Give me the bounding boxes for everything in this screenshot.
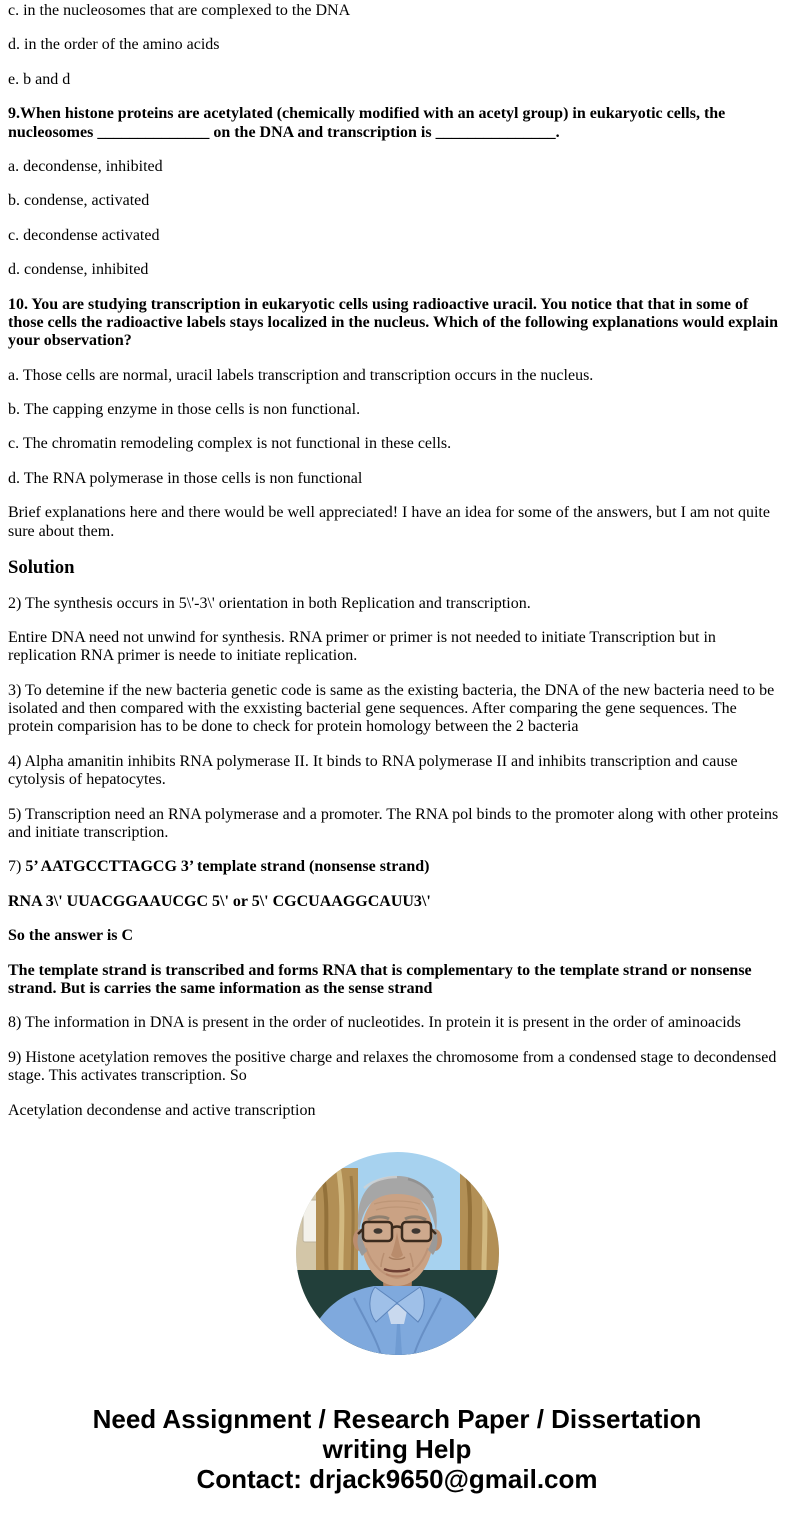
student-note: Brief explanations here and there would be well appreciated! I have an idea for some of the answers, but I am not quite sure about them. (8, 504, 770, 540)
option-line: d. in the order of the amino acids (8, 36, 220, 54)
template-strand-text: 5’ AATGCCTTAGCG 3’ template strand (nonsense strand) (25, 858, 430, 876)
solution-paragraph: 3) To detemine if the new bacteria genetic code is same as the existing bacteria, the DNA of the new bacteria need to be isolated and then compared with the exxisting bacterial gene sequences. After comparing the gene sequences. The protein comparision has to be done to check for protein homology between the 2 bacteria (8, 681, 775, 736)
question-10-prompt: 10. You are studying transcription in eukaryotic cells using radioactive uracil. You notice that that in some of those cells the radioactive labels stays localized in the nucleus. Which of the following explanations would explain your observation? (8, 295, 778, 350)
instructor-avatar (296, 1152, 499, 1355)
question-9-option: d. condense, inhibited (8, 261, 149, 279)
document-body (0, 2, 794, 1495)
footer-banner (8, 1405, 786, 1495)
question-10-option: b. The capping enzyme in those cells is non functional. (8, 401, 361, 419)
avatar (8, 1152, 786, 1355)
paragraph-prefix: 7) (8, 858, 26, 876)
solution-paragraph: 9) Histone acetylation removes the positive charge and relaxes the chromosome from a condensed stage to decondensed stage. This activates transcription. So (8, 1048, 777, 1085)
question-9-option: b. condense, activated (8, 192, 150, 210)
question-9-prompt: 9.When histone proteins are acetylated (chemically modified with an acetyl group) in eukaryotic cells, the nucleosomes ______________ on the DNA and transcription is _______________. (8, 105, 726, 141)
question-10-option: d. The RNA polymerase in those cells is non functional (8, 469, 363, 487)
footer-line: Need Assignment / Research Paper / Dissertation (92, 1403, 702, 1434)
question-10-option: c. The chromatin remodeling complex is not functional in these cells. (8, 435, 452, 453)
question-9-option: c. decondense activated (8, 226, 160, 244)
option-line: c. in the nucleosomes that are complexed to the DNA (8, 2, 351, 19)
option-line: e. b and d (8, 70, 71, 88)
solution-paragraph: 8) The information in DNA is present in the order of nucleotides. In protein it is present in the order of aminoacids (8, 1014, 741, 1032)
solution-paragraph: The template strand is transcribed and forms RNA that is complementary to the template strand or nonsense strand. But is carries the same information as the sense strand (8, 961, 752, 997)
question-10-option: a. Those cells are normal, uracil labels transcription and transcription occurs in the nucleus. (8, 366, 594, 384)
solution-paragraph: Acetylation decondense and active transcription (8, 1101, 316, 1119)
solution-heading: Solution (8, 557, 75, 579)
solution-paragraph: So the answer is C (8, 927, 134, 945)
solution-paragraph: RNA 3\' UUACGGAAUCGC 5\' or 5\' CGCUAAGGCAUU3\' (8, 892, 431, 910)
question-9-option: a. decondense, inhibited (8, 157, 163, 175)
footer-line: writing Help (322, 1433, 472, 1464)
solution-paragraph: 2) The synthesis occurs in 5\'-3\' orientation in both Replication and transcription. (8, 594, 531, 612)
footer-contact: Contact: drjack9650@gmail.com (196, 1463, 598, 1494)
solution-paragraph: 4) Alpha amanitin inhibits RNA polymerase II. It binds to RNA polymerase II and inhibits transcription and cause cytolysis of hepatocytes. (8, 752, 738, 789)
solution-paragraph: Entire DNA need not unwind for synthesis. RNA primer or primer is not needed to initiate Transcription but in replication RNA primer is neede to initiate replication. (8, 628, 716, 665)
solution-paragraph: 5) Transcription need an RNA polymerase and a promoter. The RNA pol binds to the promoter along with other proteins and initiate transcription. (8, 805, 779, 842)
solution-paragraph (8, 858, 786, 876)
